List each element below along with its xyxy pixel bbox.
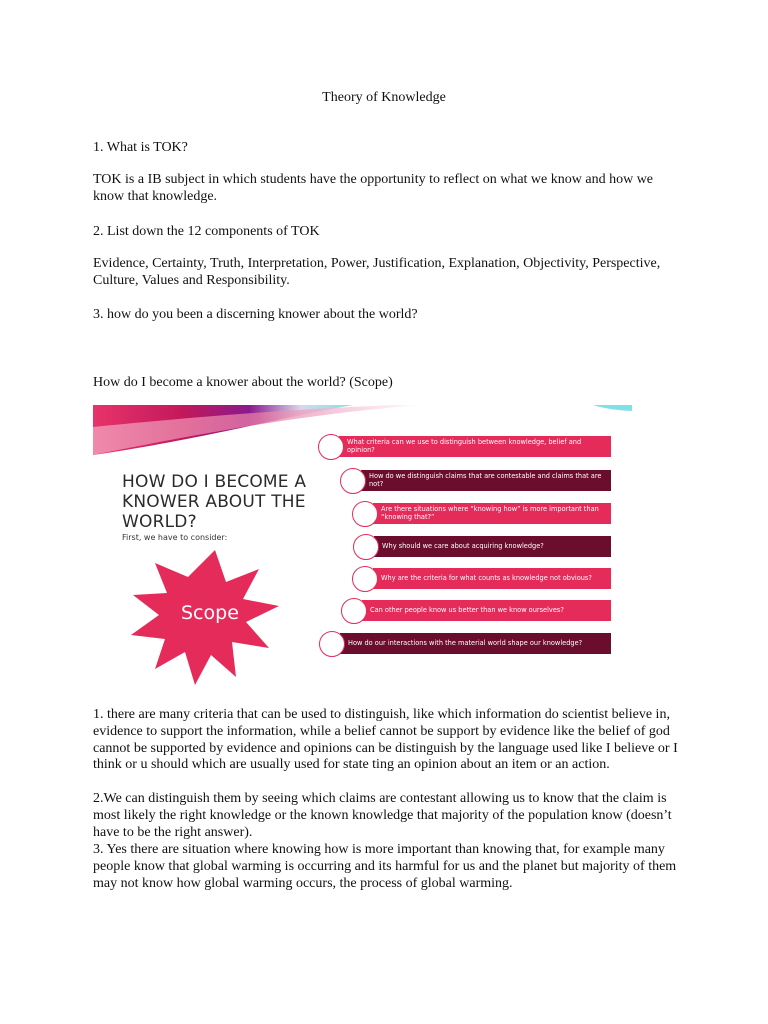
slide-question-5: Why are the criteria for what counts as knowledge not obvious? bbox=[373, 568, 611, 589]
slide-question-4: Why should we care about acquiring knowledge? bbox=[374, 536, 611, 557]
slide-question-6: Can other people know us better than we know ourselves? bbox=[362, 600, 611, 621]
slide-question-7-bullet bbox=[319, 631, 345, 657]
banner-teal bbox=[593, 405, 632, 411]
question-3-heading: 3. how do you been a discerning knower about the world? bbox=[93, 307, 418, 322]
question-1-heading: 1. What is TOK? bbox=[93, 140, 188, 155]
slide-question-3: Are there situations where “knowing how” is more important than “knowing that?” bbox=[373, 503, 611, 524]
answer-3: 3. Yes there are situation where knowing how is more important than knowing that, for example many people know that global warming is occurring and its harmful for us and the planet but majority of them may not know how global warming occurs, the process of global warming. bbox=[93, 842, 677, 891]
answer-2: 2.We can distinguish them by seeing which claims are contestant allowing us to know that the claim is most likely the right knowledge or the known knowledge that majority of the population know (doesn’t have to be the right answer). bbox=[93, 791, 672, 840]
question-2-heading: 2. List down the 12 components of TOK bbox=[93, 224, 320, 239]
slide-question-2: How do we distinguish claims that are contestable and claims that are not? bbox=[361, 470, 611, 491]
slide-question-1-bullet bbox=[318, 434, 344, 460]
slide-heading: HOW DO I BECOME A KNOWER ABOUT THE WORLD? bbox=[122, 472, 307, 532]
slide-subheading: First, we have to consider: bbox=[122, 533, 228, 542]
slide-question-2-bullet bbox=[340, 468, 366, 494]
question-2-answer: Evidence, Certainty, Truth, Interpretation, Power, Justification, Explanation, Objectivity, Perspective, Culture, Values and Responsibility. bbox=[93, 256, 661, 288]
slide-question-4-bullet bbox=[353, 534, 379, 560]
slide-question-7: How do our interactions with the material world shape our knowledge? bbox=[340, 633, 611, 654]
question-1-answer: TOK is a IB subject in which students have the opportunity to reflect on what we know and how we know that knowledge. bbox=[93, 172, 654, 204]
slide-question-5-bullet bbox=[352, 566, 378, 592]
page-title: Theory of Knowledge bbox=[322, 90, 446, 105]
section-heading: How do I become a knower about the world? (Scope) bbox=[93, 375, 393, 390]
answer-1: 1. there are many criteria that can be used to distinguish, like which information do scientist believe in, evidence to support the information, while a belief cannot be support by evidence like the belief of god cannot be supported by evidence and opinions can be distinguish by the language used like I believe or I think or u should which are usually used for state ting an opinion about an item or an action. bbox=[93, 707, 678, 773]
slide-question-3-bullet bbox=[352, 501, 378, 527]
scope-slide-image bbox=[93, 405, 632, 688]
slide-question-6-bullet bbox=[341, 598, 367, 624]
slide-question-1: What criteria can we use to distinguish between knowledge, belief and opinion? bbox=[339, 436, 611, 457]
scope-burst-label: Scope bbox=[181, 602, 239, 624]
